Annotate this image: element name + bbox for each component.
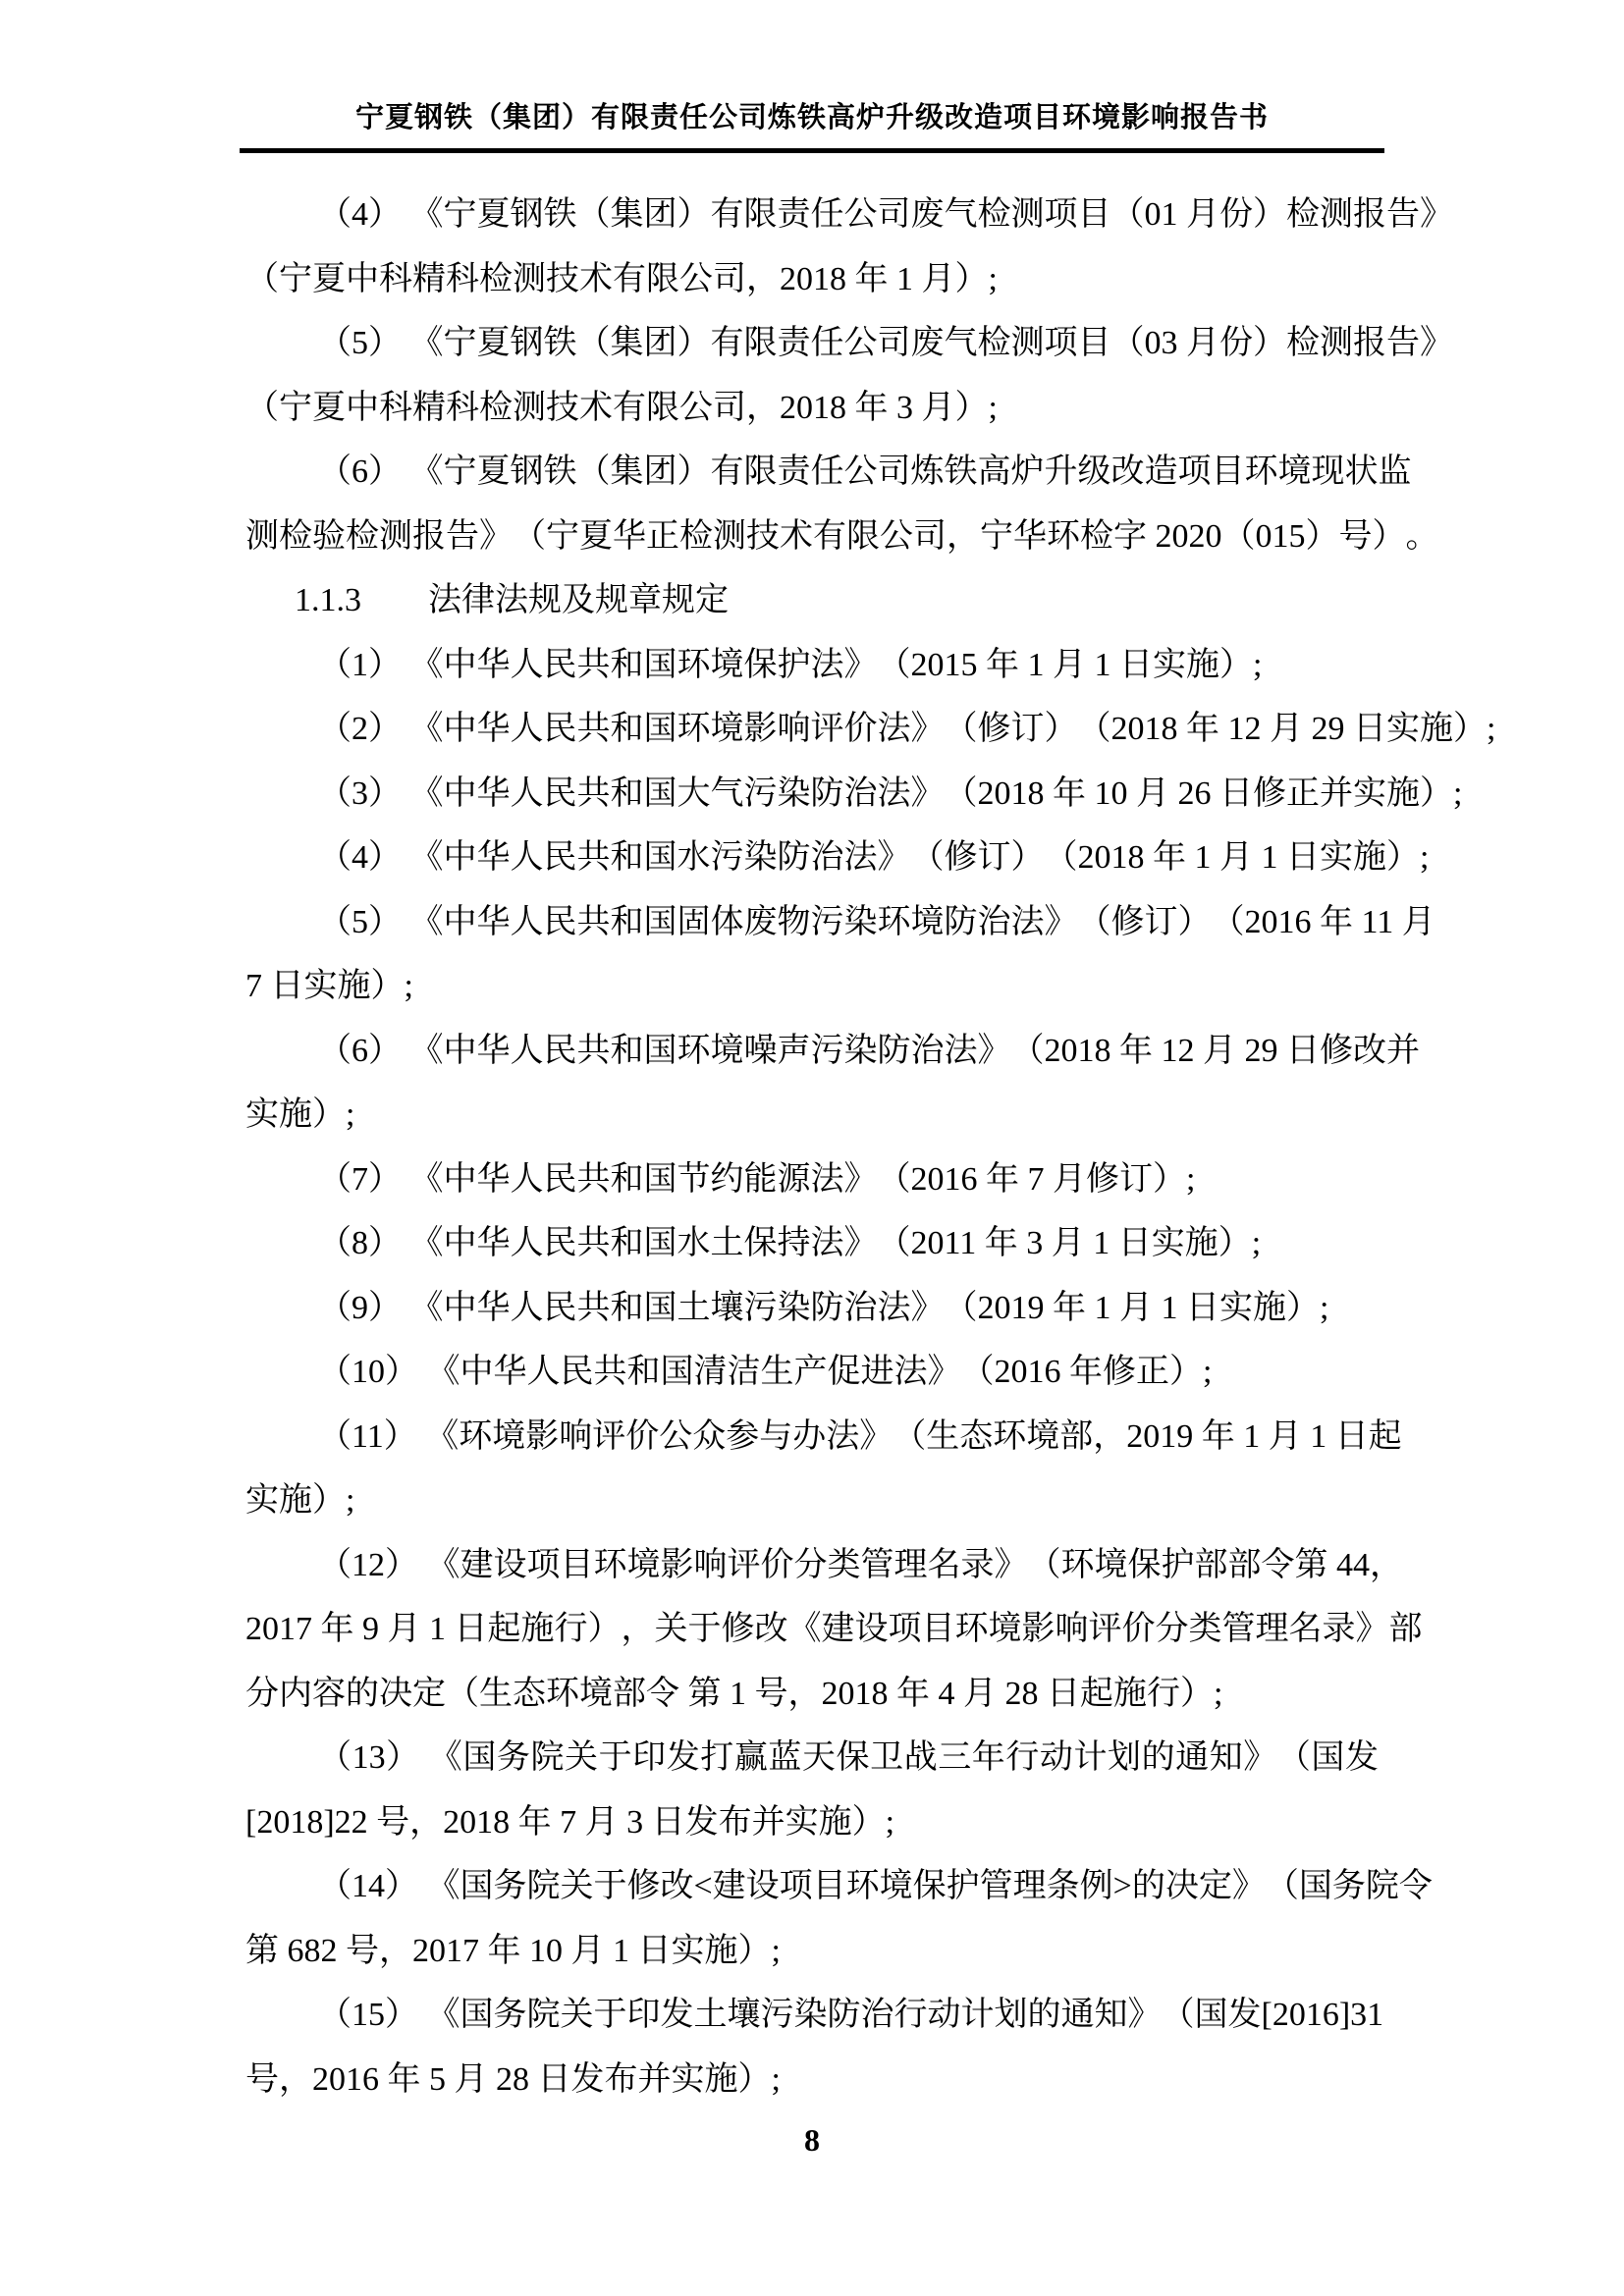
text-line: （5） 《宁夏钢铁（集团）有限责任公司废气检测项目（03 月份）检测报告》 xyxy=(318,325,1453,361)
header-rule xyxy=(240,148,1384,153)
text-line: （9） 《中华人民共和国土壤污染防治法》（2019 年 1 月 1 日实施）; xyxy=(318,1289,1329,1326)
text-line: （宁夏中科精科检测技术有限公司，2018 年 3 月）; xyxy=(245,389,998,426)
text-line: （6） 《中华人民共和国环境噪声污染防治法》（2018 年 12 月 29 日修改并 xyxy=(318,1032,1420,1069)
text-line: （5） 《中华人民共和国固体废物污染环境防治法》（修订）（2016 年 11 月 xyxy=(318,903,1435,940)
text-line: （6） 《宁夏钢铁（集团）有限责任公司炼铁高炉升级改造项目环境现状监 xyxy=(318,454,1412,490)
text-line: （11） 《环境影响评价公众参与办法》（生态环境部，2019 年 1 月 1 日起 xyxy=(318,1417,1402,1455)
text-line: 测检验检测报告》（宁夏华正检测技术有限公司，宁华环检字 2020（015）号）。 xyxy=(245,517,1439,555)
text-line: （4） 《宁夏钢铁（集团）有限责任公司废气检测项目（01 月份）检测报告》 xyxy=(318,196,1453,233)
text-line: （8） 《中华人民共和国水土保持法》（2011 年 3 月 1 日实施）; xyxy=(318,1225,1262,1261)
text-line: （14） 《国务院关于修改<建设项目环境保护管理条例>的决定》（国务院令 xyxy=(318,1868,1433,1904)
text-line: 实施）; xyxy=(245,1096,355,1133)
text-line: [2018]22 号，2018 年 7 月 3 日发布并实施）; xyxy=(245,1803,895,1841)
text-line: 2017 年 9 月 1 日起施行），关于修改《建设项目环境影响评价分类管理名录》部 xyxy=(245,1611,1423,1647)
doc-body xyxy=(245,183,1496,2111)
text-line: 号，2016 年 5 月 28 日发布并实施）; xyxy=(245,2060,781,2098)
text-line: （3） 《中华人民共和国大气污染防治法》（2018 年 10 月 26 日修正并实施）; xyxy=(318,774,1463,812)
text-line: （4） 《中华人民共和国水污染防治法》（修订）（2018 年 1 月 1 日实施）; xyxy=(318,839,1430,876)
text-line: （2） 《中华人民共和国环境影响评价法》（修订）（2018 年 12 月 29 日实施）; xyxy=(318,711,1496,747)
page-number: 8 xyxy=(804,2122,820,2158)
text-line: （15） 《国务院关于印发土壤污染防治行动计划的通知》（国发[2016]31 xyxy=(318,1997,1384,2033)
running-header-title: 宁夏钢铁（集团）有限责任公司炼铁高炉升级改造项目环境影响报告书 xyxy=(354,102,1269,133)
page-header xyxy=(245,98,1379,137)
text-line: （1） 《中华人民共和国环境保护法》（2015 年 1 月 1 日实施）; xyxy=(318,646,1263,683)
text-line: 分内容的决定（生态环境部令 第 1 号，2018 年 4 月 28 日起施行）; xyxy=(245,1675,1223,1712)
text-line: （7） 《中华人民共和国节约能源法》（2016 年 7 月修订）; xyxy=(318,1160,1196,1198)
text-line: 实施）; xyxy=(245,1482,355,1519)
section-heading: 1.1.3 法律法规及规章规定 xyxy=(295,582,729,618)
text-line: （10） 《中华人民共和国清洁生产促进法》（2016 年修正）; xyxy=(318,1354,1213,1390)
text-line: （12） 《建设项目环境影响评价分类管理名录》（环境保护部部令第 44， xyxy=(318,1546,1403,1583)
text-line: 第 682 号，2017 年 10 月 1 日实施）; xyxy=(245,1932,781,1969)
text-line: （宁夏中科精科检测技术有限公司，2018 年 1 月）; xyxy=(245,260,998,297)
text-line: （13） 《国务院关于印发打赢蓝天保卫战三年行动计划的通知》（国发 xyxy=(318,1739,1379,1776)
text-line: 7 日实施）; xyxy=(245,968,413,1004)
